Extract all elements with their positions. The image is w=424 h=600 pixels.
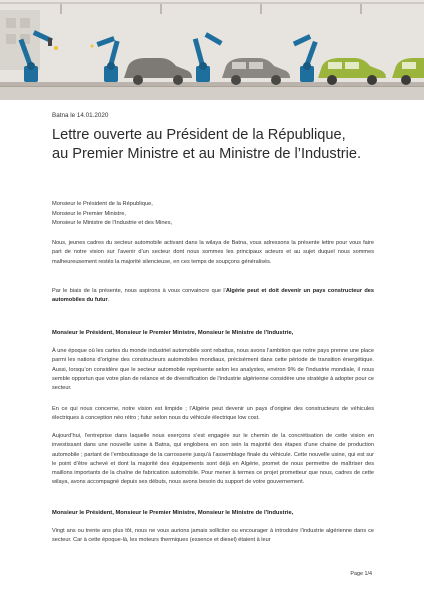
- title-line-1: Lettre ouverte au Président de la République,: [52, 127, 346, 143]
- aspiration-text: Par le biais de la présente, nous aspirons à vous convaincre que l’: [52, 288, 226, 294]
- paragraph-intro: Nous, jeunes cadres du secteur automobile activant dans la wilaya de Batna, vous adressons la présente lettre pour vous faire part de notre vision sur l’avenir d’un secteur dont nous sommes les principaux acteurs et au sujet duquel nous sommes malheureusement restés la majorité silencieuse, en ces temps de soupçons généralisés.: [52, 240, 374, 265]
- title-line-2: au Premier Ministre et au Ministre de l’Industrie.: [52, 146, 362, 162]
- paragraph-ambition: À une époque où les cartes du monde industriel automobile sont rebattus, nous avons l’ambition que notre pays prenne une place parmi les nations d’origine des constructeurs automobiles mondiaux, précisément dans cette période de transition énergétique. Aussi, lorsqu’on considère que le secteur automobile représente selon les analystes, environ 9% de l’industrie mondiale, il nous semble opportun que votre plan de relance et de diversification de l’industrie algérienne considère une stratégie à adopter pour ce secteur.: [52, 348, 374, 392]
- salutation-heading: Monsieur le Président, Monsieur le Premier Ministre, Monsieur le Ministre de l’Industrie,: [52, 330, 294, 336]
- aspiration-end: .: [107, 297, 110, 304]
- paragraph-history: Vingt ans ou trente ans plus tôt, nous ne vous aurions jamais solliciter ou encourager à introduire l’industrie algérienne dans ce secteur. Car à cette époque-là, les moteurs thermiques (essence et diesel) étaient à leur: [52, 528, 374, 544]
- aspiration-emphasis: Algérie peut et doit devenir un pays constructeur des automobiles du futur: [52, 288, 374, 304]
- letter-date: Batna le 14.01.2020: [52, 112, 109, 119]
- paragraph-factory: Aujourd’hui, l’entreprise dans laquelle nous exerçons s’est engagée sur le chemin de la concrétisation de cette vision en investissant dans une nouvelle usine à Batna, qui englobera en son sein la majorité des étapes d’une chaine de production automobile ; partant de l’emboutissage de la carrosserie jusqu’à l’assemblage finale du véhicule. Cette nouvelle usine, qui est sur le point d’être achevé et dont la majorité des équipements sont déjà en Algérie, promet de nous permettre de maîtriser des maillons importants de la chaîne de fabrication automobile. Pour mener à termes ce projet prometteur que nous, cadres de cette wilaya, avons accompagné depuis ses débuts, nous avons besoin du support de votre gouvernement.: [52, 433, 374, 486]
- addressee-block: [52, 200, 172, 229]
- conveyor-icon: [0, 82, 424, 100]
- salutation-heading: Monsieur le Président, Monsieur le Premier Ministre, Monsieur le Ministre de l’Industrie,: [52, 510, 294, 516]
- addressee-line: Monsieur le Président de la République,: [52, 201, 153, 207]
- paragraph-vision: En ce qui nous concerne, notre vision est limpide ; l’Algérie peut devenir un pays d’origine des constructeurs de véhicules électriques à conception néo rétro ; futur selon nous du véhicule électrique low cost.: [52, 406, 374, 422]
- paragraph-aspiration: [52, 287, 374, 306]
- page-number: Page 1/4: [350, 571, 372, 577]
- letter-title: [52, 126, 382, 164]
- addressee-line: Monsieur le Premier Ministre,: [52, 210, 126, 217]
- header-banner: [0, 0, 424, 100]
- addressee-line: Monsieur le Ministre de l’Industrie et des Mines,: [52, 220, 173, 227]
- factory-illustration: [0, 0, 424, 100]
